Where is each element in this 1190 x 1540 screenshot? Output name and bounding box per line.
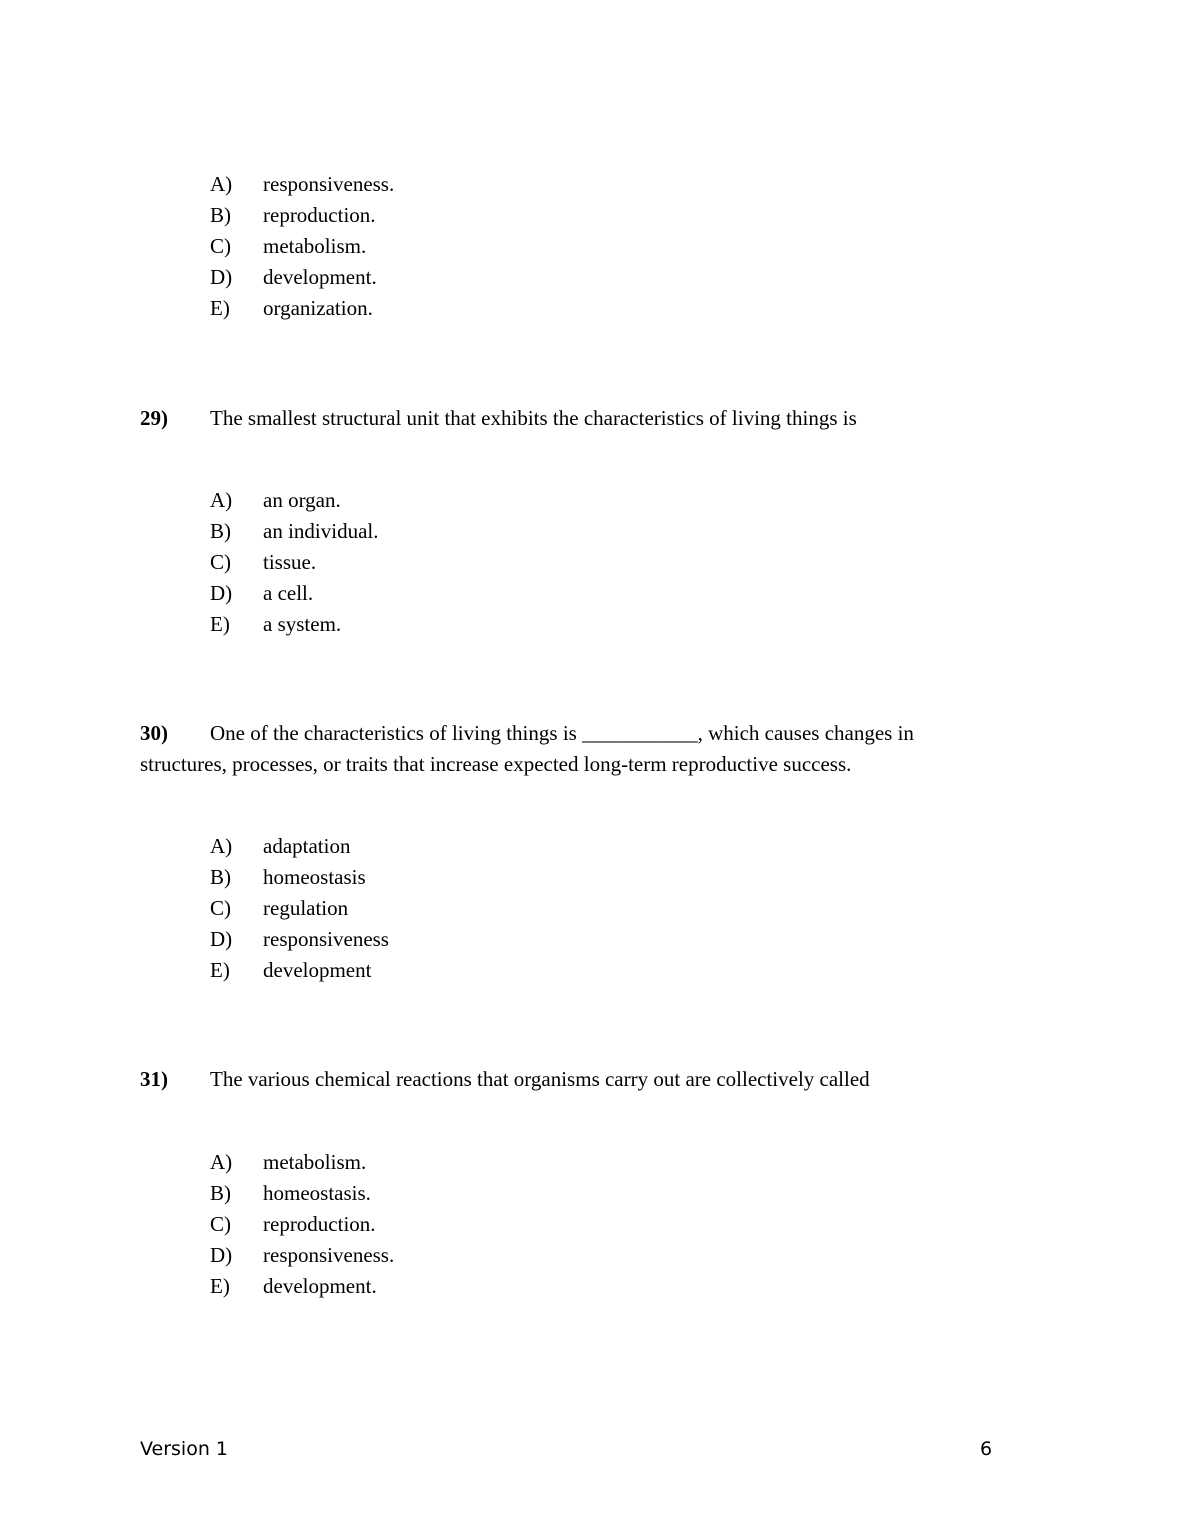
question-30-options [210,834,389,989]
option-d: D) a cell. [210,581,314,605]
option-e: E) development [210,958,372,982]
option-c: C) regulation [210,896,349,920]
option-d: D) responsiveness. [210,1243,395,1267]
option-a: A) metabolism. [210,1150,367,1174]
option-b: B) homeostasis [210,865,366,889]
option-d: D) responsiveness [210,927,389,951]
option-e: E) a system. [210,612,342,636]
previous-question-options [210,172,394,327]
question-31-options [210,1150,394,1305]
option-c: C) metabolism. [210,234,367,258]
footer-page-number: 6 [980,1438,993,1460]
option-b: B) homeostasis. [210,1181,371,1205]
question-29-options [210,488,378,643]
question-30: 30) One of the characteristics of living things is ___________, which causes changes in structures, processes, or traits that increase expected long-term reproductive success. [140,721,914,776]
question-29: 29) The smallest structural unit that exhibits the characteristics of living things is [140,406,857,430]
option-e: E) development. [210,1274,377,1298]
option-a: A) an organ. [210,488,341,512]
footer-version: Version 1 [140,1438,228,1460]
option-d: D) development. [210,265,377,289]
option-a: A) responsiveness. [210,172,395,196]
option-c: C) reproduction. [210,1212,376,1236]
option-c: C) tissue. [210,550,317,574]
option-b: B) an individual. [210,519,379,543]
option-a: A) adaptation [210,834,351,858]
question-31: 31) The various chemical reactions that organisms carry out are collectively called [140,1067,870,1091]
option-b: B) reproduction. [210,203,376,227]
option-e: E) organization. [210,296,373,320]
